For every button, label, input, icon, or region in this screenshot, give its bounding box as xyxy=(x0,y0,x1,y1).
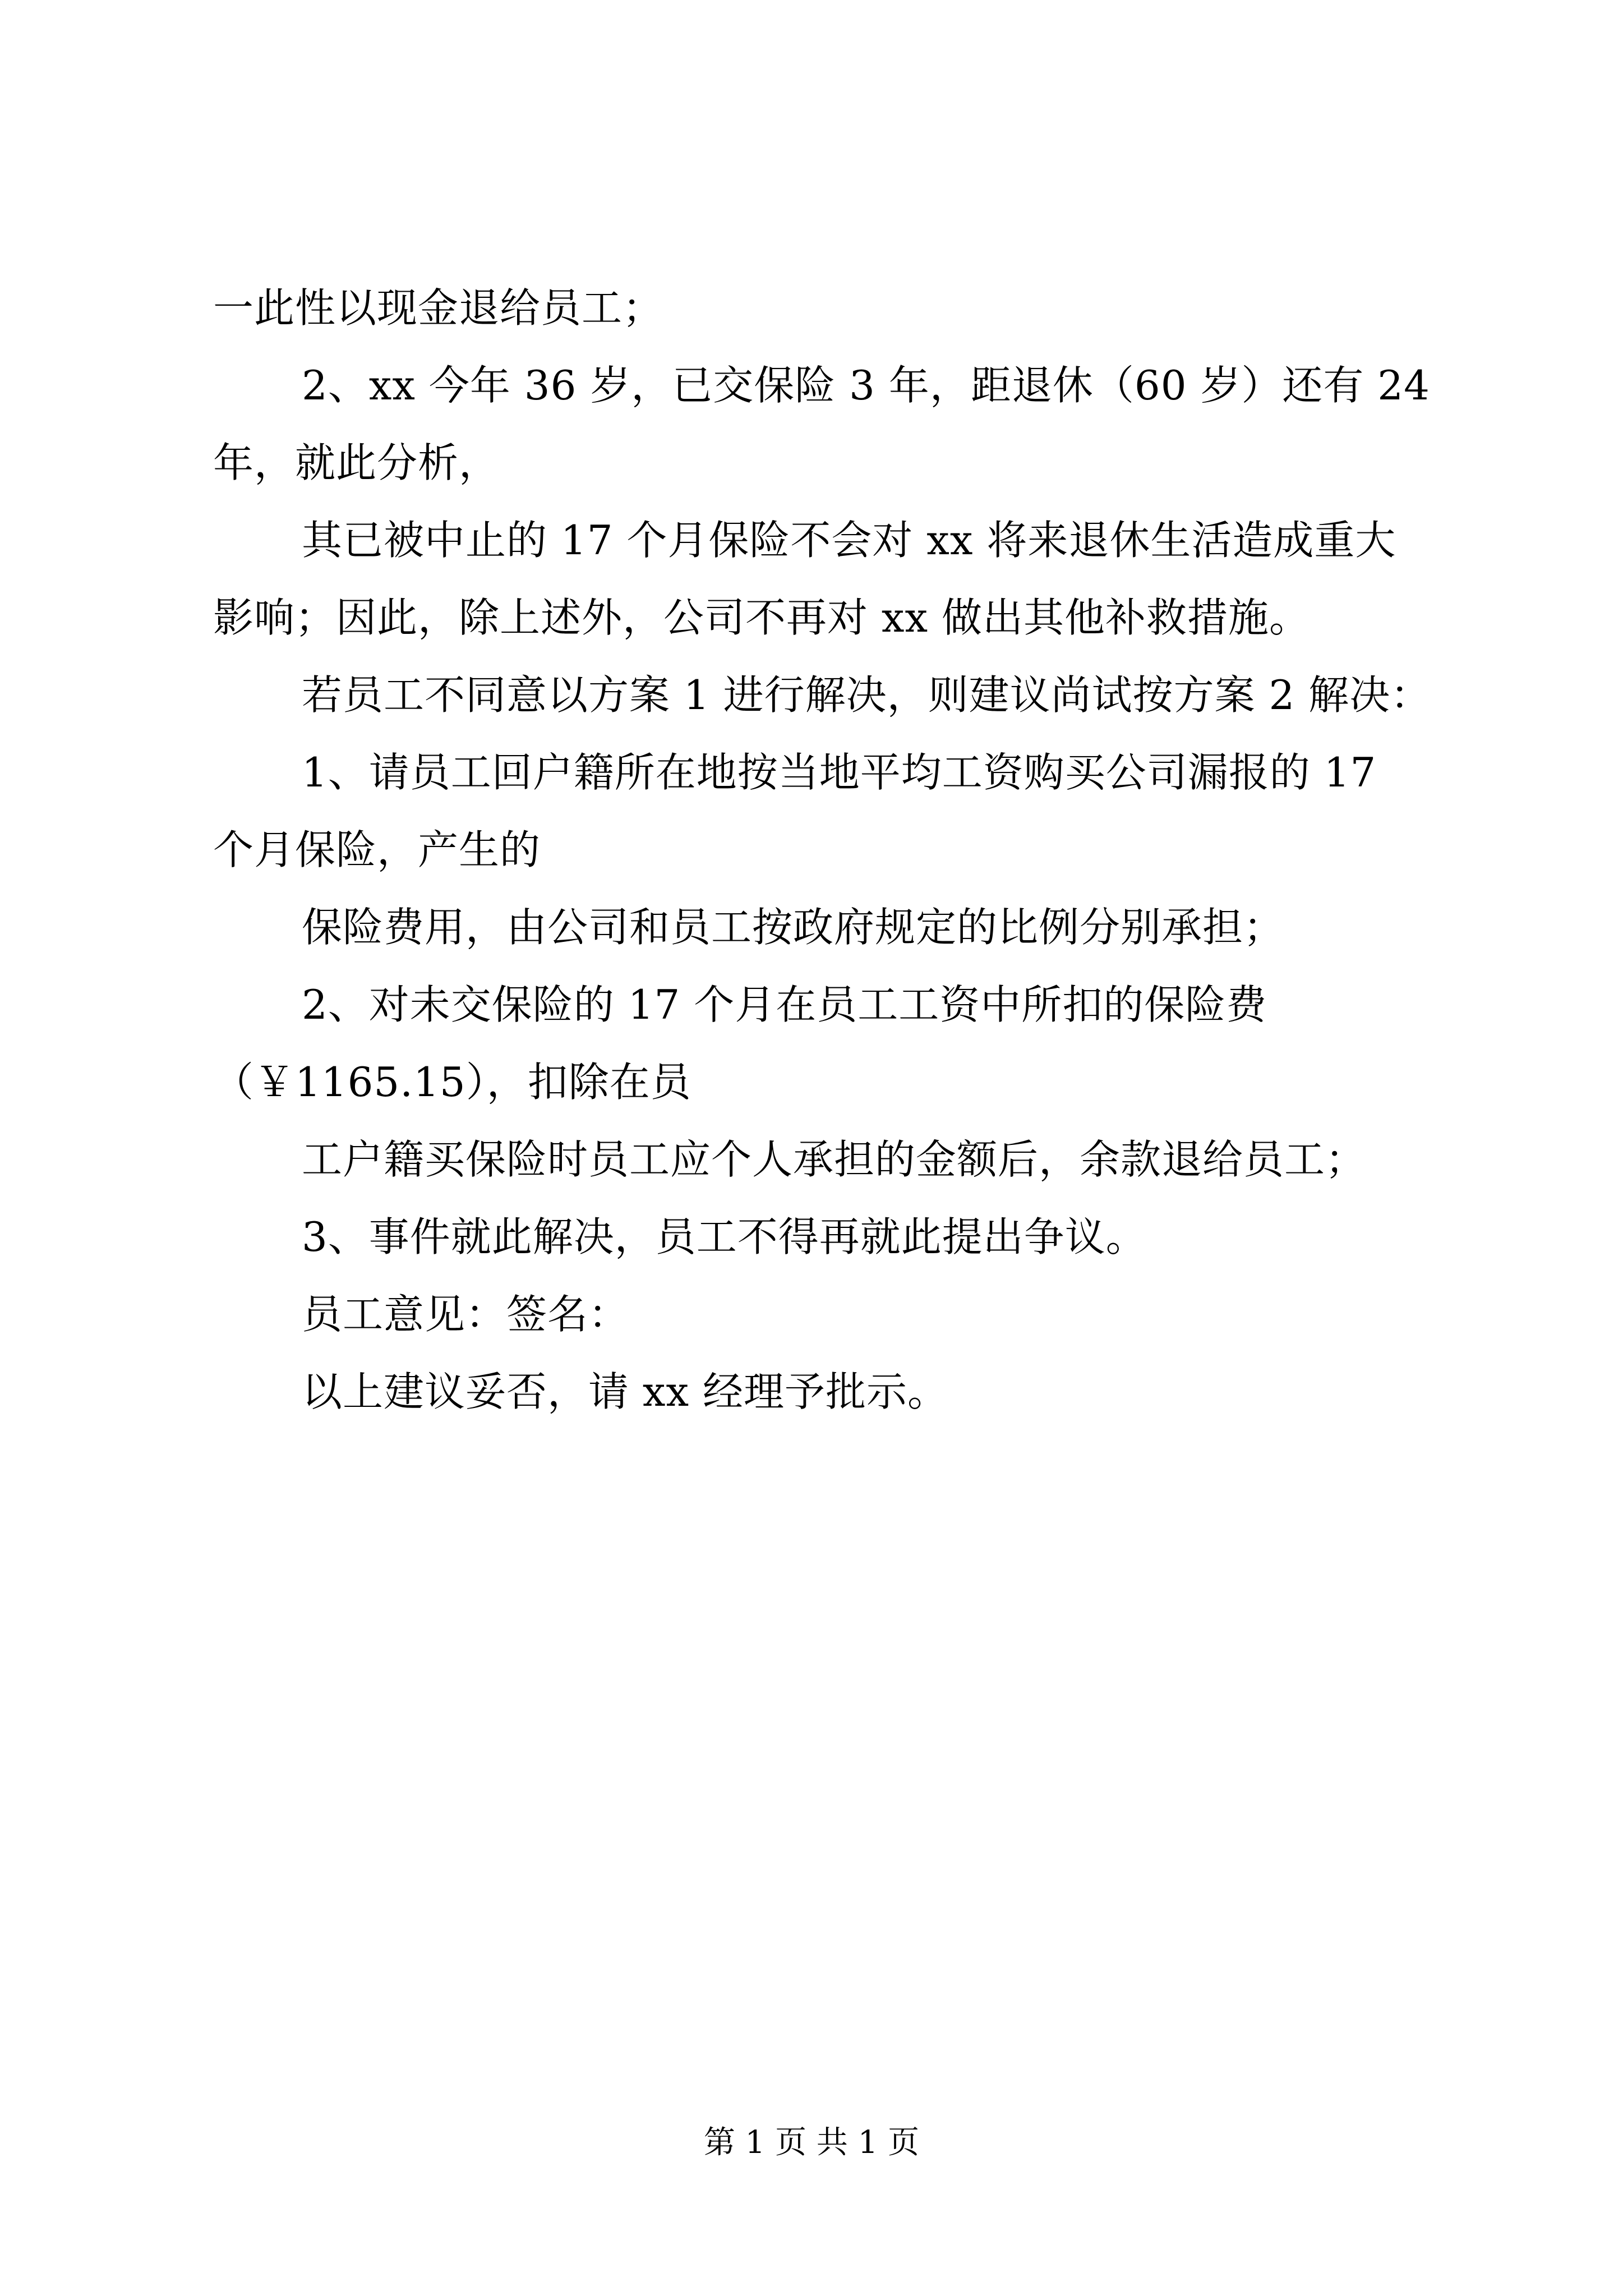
paragraph-line-13: 3、事件就此解决，员工不得再就此提出争议。 xyxy=(302,1213,1147,1260)
page-number-footer: 第 1 页 共 1 页 xyxy=(703,2124,920,2161)
paragraph-line-10: 2、对未交保险的 17 个月在员工工资中所扣的保险费 xyxy=(302,981,1267,1028)
paragraph-line-4: 其已被中止的 17 个月保险不会对 xx 将来退休生活造成重大 xyxy=(302,517,1396,564)
paragraph-line-6: 若员工不同意以方案 1 进行解决，则建议尚试按方案 2 解决： xyxy=(302,671,1432,719)
paragraph-line-8: 个月保险，产生的 xyxy=(213,826,541,873)
paragraph-line-11: （￥1165.15），扣除在员 xyxy=(213,1059,691,1106)
approval-request-line: 以上建议妥否，请 xx 经理予批示。 xyxy=(302,1368,948,1415)
paragraph-line-1: 一此性以现金退给员工； xyxy=(213,284,664,332)
signature-line: 员工意见：签名： xyxy=(302,1291,630,1338)
paragraph-line-7: 1、请员工回户籍所在地按当地平均工资购买公司漏报的 17 xyxy=(302,749,1377,796)
paragraph-line-9: 保险费用，由公司和员工按政府规定的比例分别承担； xyxy=(302,904,1285,951)
document-body xyxy=(213,269,1447,1430)
paragraph-line-2: 2、xx 今年 36 岁，已交保险 3 年，距退休（60 岁）还有 24 xyxy=(302,362,1430,409)
paragraph-line-3: 年，就此分析， xyxy=(213,439,500,486)
paragraph-line-12: 工户籍买保险时员工应个人承担的金额后，余款退给员工； xyxy=(302,1136,1367,1183)
paragraph-line-5: 影响；因此，除上述外，公司不再对 xx 做出其他补救措施。 xyxy=(213,594,1310,641)
